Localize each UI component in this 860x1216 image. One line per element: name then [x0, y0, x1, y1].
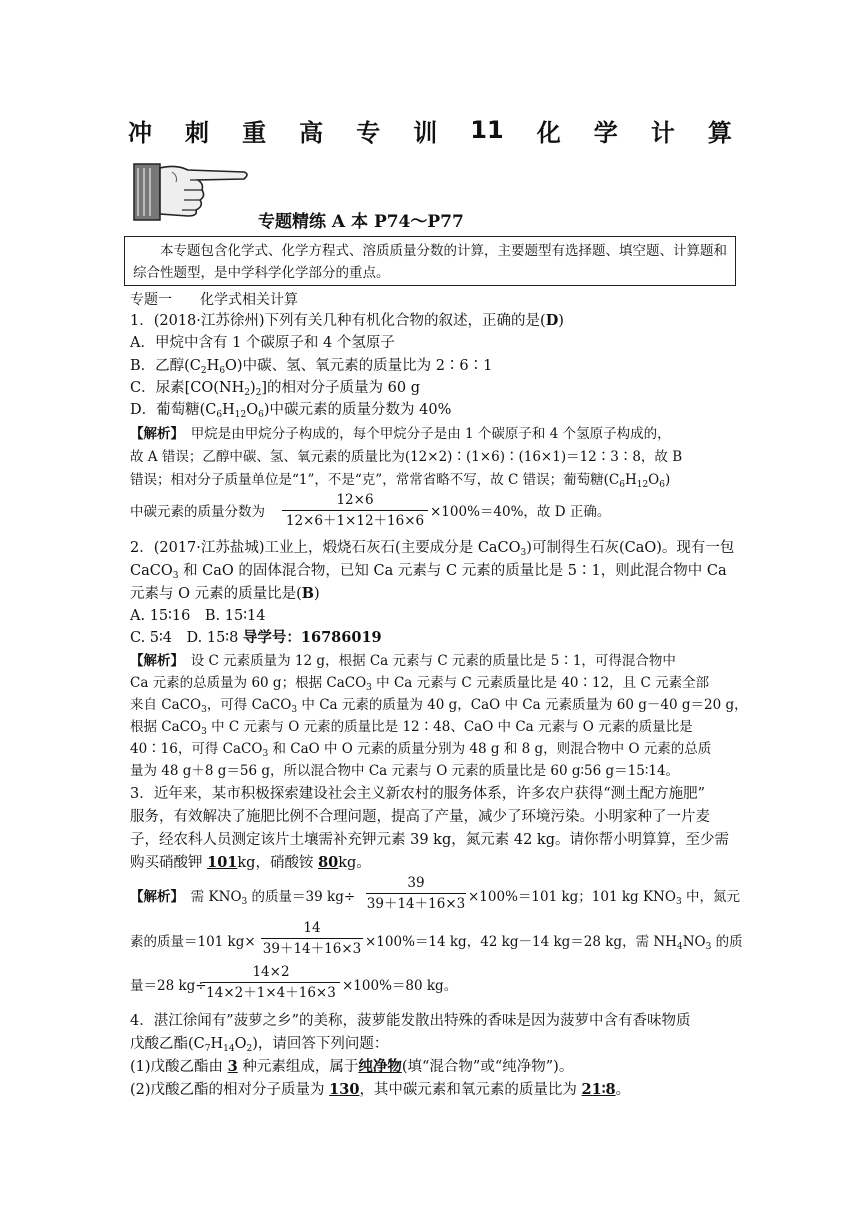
- q4-answer: 3: [227, 1058, 238, 1075]
- title-char: 冲: [128, 118, 152, 147]
- q3-stem: 子，经农科人员测定该片土壤需补充钾元素 39 kg，氮元素 42 kg。请你帮小明算算，至少需: [130, 832, 729, 848]
- q3-solution-line: ×100%＝101 kg；101 kg $KNO_3$ 中，氮元: [468, 889, 740, 907]
- q1-answer: D: [545, 312, 559, 329]
- q2-options: A. 15∶16 B. 15∶14: [130, 608, 266, 624]
- q2-solution-line: 40∶16，可得 CaCO$_3$ 和 CaO 中 O 元素的质量分别为 48 g 和 8 g，则混合物中 O 元素的总质: [130, 741, 712, 759]
- q2-options: C. 5∶4 D. 15∶8 导学号：16786019: [130, 629, 382, 646]
- q4-answer: 21∶8: [581, 1081, 616, 1098]
- q1-solution-line: ×100%＝40%，故 D 正确。: [430, 504, 611, 520]
- q2-stem: CaCO$_3$ 和 CaO 的固体混合物，已知 Ca 元素与 C 元素的质量比是 5∶1，则此混合物中 Ca: [130, 563, 727, 581]
- q4-stem: 戊酸乙酯$(C_7H_{14}O_2)$，请回答下列问题：: [130, 1036, 389, 1054]
- q3-answer-1: 101: [207, 854, 238, 871]
- q3-stem: 购买硝酸钾 101kg，硝酸铵 80kg。: [130, 854, 371, 871]
- q1-option-a: A．甲烷中含有 1 个碳原子和 4 个氢原子: [130, 335, 395, 351]
- q2-stem: 2．(2017·江苏盐城)工业上，煅烧石灰石(主要成分是 CaCO$_3$)可制得生石灰(CaO)。现有一包: [130, 540, 735, 558]
- title-char: 算: [707, 118, 732, 147]
- intro-box: 本专题包含化学式、化学方程式、溶质质量分数的计算，主要题型有选择题、填空题、计算题和综合性题型，是中学科学化学部分的重点。: [124, 236, 736, 286]
- q1-option-d: D．葡萄糖$(C_6H_{12}O_6)$中碳元素的质量分数为 40%: [130, 402, 452, 420]
- section-subtitle: 专题精练 A 本 P74～P77: [258, 212, 464, 232]
- q2-solution-line: 【解析】 设 C 元素质量为 12 g，根据 Ca 元素与 C 元素的质量比是 5∶1，可得混合物中: [130, 653, 676, 669]
- q3-answer-2: 80: [318, 854, 339, 871]
- q4-answer: 130: [329, 1081, 360, 1098]
- title-char: 专: [356, 118, 381, 147]
- q4-part-1: (1)戊酸乙酯由 3 种元素组成，属于纯净物(填“混合物”或“纯净物”)。: [130, 1058, 574, 1075]
- pointing-hand-icon: [132, 158, 252, 224]
- title-char: 重: [242, 118, 267, 147]
- topic-heading: 专题一 化学式相关计算: [130, 292, 298, 308]
- q2-solution-line: 来自 CaCO$_3$，可得 CaCO$_3$ 中 Ca 元素的质量为 40 g，CaO 中 Ca 元素质量为 60 g－40 g＝20 g，: [130, 697, 748, 715]
- title-char: 高: [299, 118, 324, 147]
- q2-solution-line: 根据 CaCO$_3$ 中 C 元素与 O 元素的质量比是 12∶48、CaO 中 Ca 元素与 O 元素的质量比是: [130, 719, 693, 737]
- q1-solution-line: 错误；相对分子质量单位是“1”，不是“克”，常常省略不写，故 C 错误；葡萄糖$(C_6H_{12}O_6)$: [130, 472, 671, 490]
- q3-solution-line: ×100%＝80 kg。: [342, 978, 458, 994]
- q3-stem: 3．近年来，某市积极探索建设社会主义新农村的服务体系，许多农户获得“测土配方施肥”: [130, 786, 706, 802]
- title-char: 刺: [185, 118, 210, 147]
- title-char: 计: [650, 118, 675, 147]
- fraction: $\frac{39}{39+14+16\times 3}$: [366, 875, 466, 912]
- q1-stem: 1．(2018·江苏徐州)下列有关几种有机化合物的叙述，正确的是(D): [130, 312, 564, 329]
- q2-solution-line: Ca 元素的总质量为 60 g；根据 CaCO$_3$ 中 Ca 元素与 C 元素质量比是 40∶12，且 C 元素全部: [130, 675, 710, 693]
- q2-stem: 元素与 O 元素的质量比是(B): [130, 585, 320, 602]
- q4-stem: 4．湛江徐闻有”菠萝之乡”的美称，菠萝能发散出特殊的香味是因为菠萝中含有香味物质: [130, 1013, 691, 1029]
- q3-stem: 服务，有效解决了施肥比例不合理问题，提高了产量，减少了环境污染。小明家种了一片麦: [130, 809, 710, 825]
- q3-solution-line: 量＝28 kg÷: [130, 978, 207, 994]
- q3-solution-line: 素的质量＝101 kg×: [130, 934, 256, 950]
- q3-solution-line: ×100%＝14 kg，42 kg－14 kg＝28 kg，需 $NH_4NO_3$ 的质: [365, 934, 743, 952]
- q1-option-b: B．乙醇$(C_2H_6O)$中碳、氢、氧元素的质量比为 2∶6∶1: [130, 358, 493, 376]
- q1-solution-line: 故 A 错误；乙醇中碳、氢、氧元素的质量比为(12×2)∶(1×6)∶(16×1)＝12∶3∶8，故 B: [130, 449, 683, 465]
- q2-answer: B: [301, 585, 315, 602]
- exercise-code: 导学号：16786019: [242, 629, 382, 646]
- q1-solution-line: 【解析】 甲烷是由甲烷分子构成的，每个甲烷分子是由 1 个碳原子和 4 个氢原子构成的，: [130, 426, 671, 442]
- title-char: 11: [470, 116, 504, 144]
- title-char: 学: [593, 118, 618, 147]
- q4-answer: 纯净物: [358, 1058, 402, 1075]
- fraction: $\frac{14}{39+14+16\times 3}$: [262, 920, 362, 957]
- page-title: [128, 112, 732, 148]
- q3-solution-line: 【解析】 需 $KNO_3$ 的质量＝39 kg÷: [130, 889, 356, 907]
- q1-solution-line: 中碳元素的质量分数为: [130, 504, 265, 520]
- q2-solution-line: 量为 48 g＋8 g＝56 g，所以混合物中 Ca 元素与 O 元素的质量比是 60 g∶56 g＝15∶14。: [130, 763, 680, 779]
- title-char: 训: [413, 118, 438, 147]
- q4-part-2: (2)戊酸乙酯的相对分子质量为 130，其中碳元素和氧元素的质量比为 21∶8。: [130, 1081, 631, 1098]
- q1-option-c: C．尿素$[CO(NH_2)_2]$的相对分子质量为 60 g: [130, 380, 420, 398]
- fraction: $\frac{12\times 6}{12\times 6+1\times 12+16\times 6}$: [282, 491, 428, 530]
- title-char: 化: [536, 118, 561, 147]
- fraction: $\frac{14\times 2}{14\times 2+1\times 4+16\times 3}$: [202, 963, 340, 1002]
